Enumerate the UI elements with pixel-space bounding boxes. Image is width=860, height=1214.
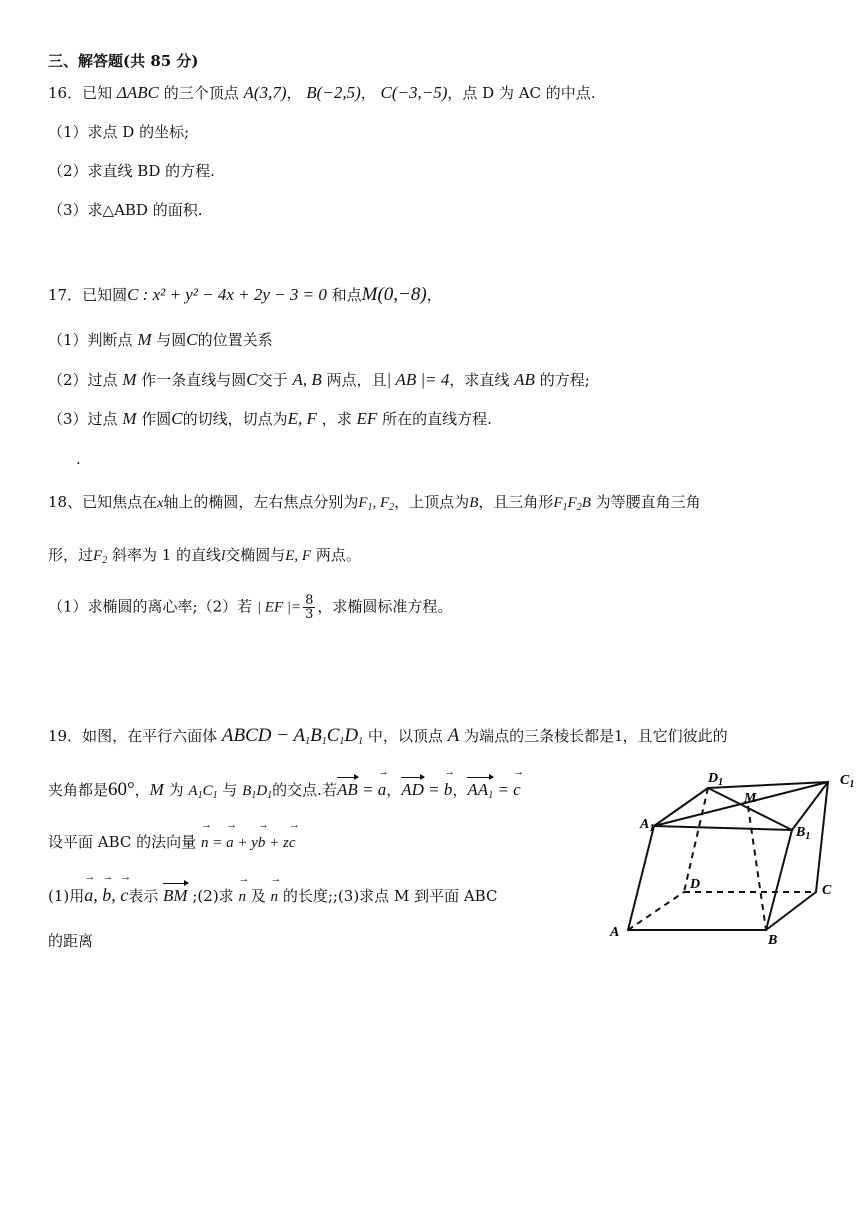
q17-p2-text-a: （2）过点 bbox=[48, 371, 118, 389]
q17-p1-c: C bbox=[186, 330, 198, 349]
label-b: B bbox=[768, 933, 778, 948]
q17-p3-m: M bbox=[122, 409, 137, 428]
q18-text-e: 为等腰直角三角 bbox=[595, 493, 701, 511]
q19-vertex-a: A bbox=[447, 725, 460, 746]
q17-p3-ef: EF bbox=[356, 409, 378, 428]
q17-p3-c: C bbox=[171, 409, 183, 428]
q19-text-k: (1)用 bbox=[48, 887, 85, 905]
q17-point-m: M(0,−8) bbox=[361, 284, 427, 305]
label-m: M bbox=[744, 791, 757, 806]
q18-line2: 形，过$F_2$ 斜率为 1 的直线l交椭圆与E, F 两点。 bbox=[48, 546, 361, 566]
label-d: D bbox=[690, 877, 701, 892]
q18-text-f: 形，过 bbox=[48, 546, 94, 564]
q19-text-b: 中，以顶点 bbox=[367, 727, 443, 745]
q17-p1-text-b: 与圆 bbox=[156, 331, 187, 349]
label-b1: $B_1$ bbox=[796, 825, 811, 842]
q18-text-k: ，求椭圆标准方程。 bbox=[317, 597, 453, 616]
q17-p3-text-b: 作圆 bbox=[141, 410, 172, 428]
q17-comma: ， bbox=[426, 286, 442, 304]
segment-mb-hidden bbox=[748, 806, 766, 930]
q17-p1-m: M bbox=[137, 330, 152, 349]
q17-p2-text-d: 两点，且 bbox=[326, 371, 387, 389]
q16-part1: （1）求点 D 的坐标; bbox=[48, 123, 190, 141]
q17-p2-text-c: 交于 bbox=[257, 371, 288, 389]
q18-text-b: 轴上的椭圆，左右焦点分别为 bbox=[163, 493, 359, 511]
q19-text-l: 表示 bbox=[128, 887, 159, 905]
label-c1: $C_1$ bbox=[840, 773, 855, 790]
q17-p3-text-c: 的切线，切点为 bbox=[182, 410, 288, 428]
q17-part3 bbox=[48, 408, 492, 430]
section-title: 三、解答题(共 85 分) bbox=[48, 52, 199, 70]
q19-text-j: 设平面 ABC 的法向量 bbox=[48, 833, 197, 851]
q16-point-a: A(3,7) bbox=[243, 83, 287, 102]
q19-text-i: 的交点.若 bbox=[272, 781, 337, 799]
q19-solid: ABCD − $A_1B_1C_1D_1$ bbox=[221, 725, 364, 747]
q18-text-j: （1）求椭圆的离心率;（2）若 bbox=[48, 597, 253, 616]
q17-p2-c: C bbox=[246, 370, 258, 389]
q19-line5: 的距离 bbox=[48, 932, 94, 950]
q19-line1 bbox=[48, 725, 728, 753]
q18-line3 bbox=[48, 594, 452, 621]
q18-x: x bbox=[157, 496, 164, 511]
q16-point-b: B(−2,5) bbox=[306, 83, 361, 102]
q16-vertices-text: 的三个顶点 bbox=[163, 84, 239, 102]
label-a: A bbox=[610, 925, 620, 940]
q19-text-n: 及 bbox=[250, 887, 266, 905]
edge-a1b1 bbox=[654, 826, 792, 830]
q17-p2-m: M bbox=[122, 370, 137, 389]
q16-midpoint-text: ，点 D 为 AC 的中点. bbox=[447, 84, 596, 102]
q16-triangle: ΔABC bbox=[116, 83, 159, 102]
q19-angle: 60° bbox=[108, 779, 135, 800]
q19-m: M bbox=[149, 780, 164, 799]
q18-fraction bbox=[303, 594, 315, 621]
q18-text-d: ，且三角形 bbox=[478, 493, 554, 511]
q19-vec-c: → c bbox=[513, 779, 521, 801]
q19-vec-a: → a bbox=[378, 779, 387, 801]
q19-text-d: ，且它们彼此的 bbox=[622, 727, 728, 745]
q19-text-g: 为 bbox=[168, 781, 184, 799]
q17-and-point: 和点 bbox=[331, 286, 362, 304]
q19-text-f: ， bbox=[134, 781, 150, 799]
q17-p2-text-f: 的方程; bbox=[539, 371, 590, 389]
q17-p3-text-a: （3）过点 bbox=[48, 410, 118, 428]
q19-vec-b: → b bbox=[444, 779, 453, 801]
q17-intro: 17．已知圆 bbox=[48, 286, 128, 304]
q19-vec-ad: AD bbox=[401, 777, 424, 801]
q16-part3: （3）求△ABD 的面积. bbox=[48, 201, 203, 219]
q17-p3-text-d: ，求 bbox=[321, 410, 352, 428]
q17-p3-points: E, F bbox=[287, 409, 317, 428]
label-a1: $A_1$ bbox=[640, 817, 655, 834]
q18-text-c: ，上顶点为 bbox=[394, 493, 470, 511]
q19-line2: 夹角都是60°，M 为 $A_1C_1$ 与 $B_1D_1$的交点.若AB = → a，AD = → b，$AA_1$ = → c bbox=[48, 777, 521, 807]
q19-text-o: 的长度;;(3)求点 M 到平面 ABC bbox=[282, 887, 498, 905]
q18-text-i: 两点。 bbox=[315, 546, 361, 564]
q17-p2-points: A, B bbox=[292, 370, 322, 389]
q17-part1 bbox=[48, 329, 273, 351]
q16-part2: （2）求直线 BD 的方程. bbox=[48, 162, 215, 180]
q19-text-e: 夹角都是 bbox=[48, 781, 109, 799]
q18-frac-den: 3 bbox=[305, 607, 314, 622]
q18-ef: E, F bbox=[285, 548, 312, 564]
edge-c1c bbox=[816, 782, 828, 892]
q19-vec-ab: AB bbox=[337, 777, 358, 801]
q19-text-h: 与 bbox=[222, 781, 238, 799]
q18-text-a: 18、已知焦点在 bbox=[48, 493, 158, 511]
q16-point-c: C(−3,−5) bbox=[380, 83, 448, 102]
q17-dot: . bbox=[76, 450, 81, 468]
q16-line1: 16．已知 ΔABC 的三个顶点 A(3,7)， B(−2,5)， C(−3,−5)，点 D 为 AC 的中点. bbox=[48, 83, 596, 102]
q19-text-c: 为端点的三条棱长都是 bbox=[464, 727, 615, 745]
parallelepiped-figure bbox=[606, 768, 860, 950]
q19-line4: (1)用→ a, → b, → c表示 BM ;(2)求 → n 及 → n 的长度;;(3)求点 M 到平面 ABC bbox=[48, 883, 497, 908]
q18-frac-num: 8 bbox=[305, 593, 314, 608]
q18-text-h: 交椭圆与 bbox=[225, 546, 286, 564]
q17-p1-text-a: （1）判断点 bbox=[48, 331, 133, 349]
q18-line1: 18、已知焦点在x轴上的椭圆，左右焦点分别为$F_1$, $F_2$，上顶点为B，且三角形$F_1F_2B$ 为等腰直角三角 bbox=[48, 493, 701, 513]
q17-p2-text-b: 作一条直线与圆 bbox=[141, 371, 247, 389]
q17-p2-text-e: ，求直线 bbox=[449, 371, 510, 389]
q19-one: 1 bbox=[614, 726, 623, 745]
q19-text-m: ;(2)求 bbox=[192, 887, 234, 905]
edge-b1b bbox=[766, 830, 792, 930]
q18-line-l: l bbox=[221, 548, 226, 564]
q18-b: B bbox=[469, 495, 479, 511]
q17-circle-equation: C : x² + y² − 4x + 2y − 3 = 0 bbox=[127, 285, 327, 304]
q19-vec-bm: BM bbox=[163, 883, 188, 907]
q17-part2 bbox=[48, 369, 590, 391]
q19-line3: 设平面 ABC 的法向量 → n = → a + y→ b + z→ c bbox=[48, 831, 295, 854]
q18-ef-abs: | EF |= bbox=[256, 599, 302, 616]
q19-text-a: 19．如图，在平行六面体 bbox=[48, 727, 218, 745]
label-d1: $D_1$ bbox=[708, 771, 724, 788]
q18-text-g: 斜率为 1 的直线 bbox=[111, 546, 222, 564]
q16-intro: 16．已知 bbox=[48, 84, 113, 102]
q17-p2-ab: AB bbox=[514, 370, 535, 389]
q17-p1-text-c: 的位置关系 bbox=[197, 331, 273, 349]
q17-p2-length: | AB |= 4 bbox=[386, 370, 450, 389]
q19-vec-n: → n bbox=[238, 886, 246, 908]
q19-vec-aa1: $AA_1$ bbox=[467, 777, 493, 807]
label-c: C bbox=[822, 883, 832, 898]
q17-line1 bbox=[48, 284, 442, 306]
q17-p3-text-e: 所在的直线方程. bbox=[382, 410, 492, 428]
